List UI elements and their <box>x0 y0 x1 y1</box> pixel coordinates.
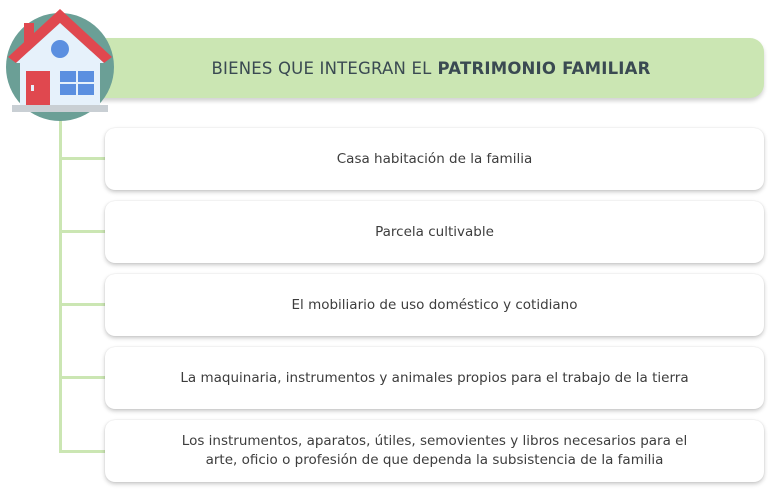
connector-branch <box>59 303 105 306</box>
list-item <box>105 128 764 190</box>
title-prefix: BIENES QUE INTEGRAN EL <box>211 58 432 78</box>
connector-vertical <box>59 118 62 452</box>
house-icon <box>4 5 116 121</box>
diagram-title <box>98 38 764 98</box>
list-item <box>105 274 764 336</box>
item-text: Parcela cultivable <box>375 223 494 240</box>
connector-branch <box>59 157 105 160</box>
item-text: Los instrumentos, aparatos, útiles, semovientes y libros necesarios para el arte, oficio o profesión de que dependa la subsistencia de la familia <box>181 433 688 468</box>
connector-branch <box>59 376 105 379</box>
connector-branch <box>59 230 105 233</box>
item-text: Casa habitación de la familia <box>336 150 533 167</box>
connector-branch <box>59 450 105 453</box>
title-bold: PATRIMONIO FAMILIAR <box>437 58 651 78</box>
item-text: La maquinaria, instrumentos y animales propios para el trabajo de la tierra <box>180 369 689 386</box>
list-item <box>105 420 764 482</box>
list-item <box>105 347 764 409</box>
item-text: El mobiliario de uso doméstico y cotidiano <box>291 296 578 313</box>
list-item <box>105 201 764 263</box>
